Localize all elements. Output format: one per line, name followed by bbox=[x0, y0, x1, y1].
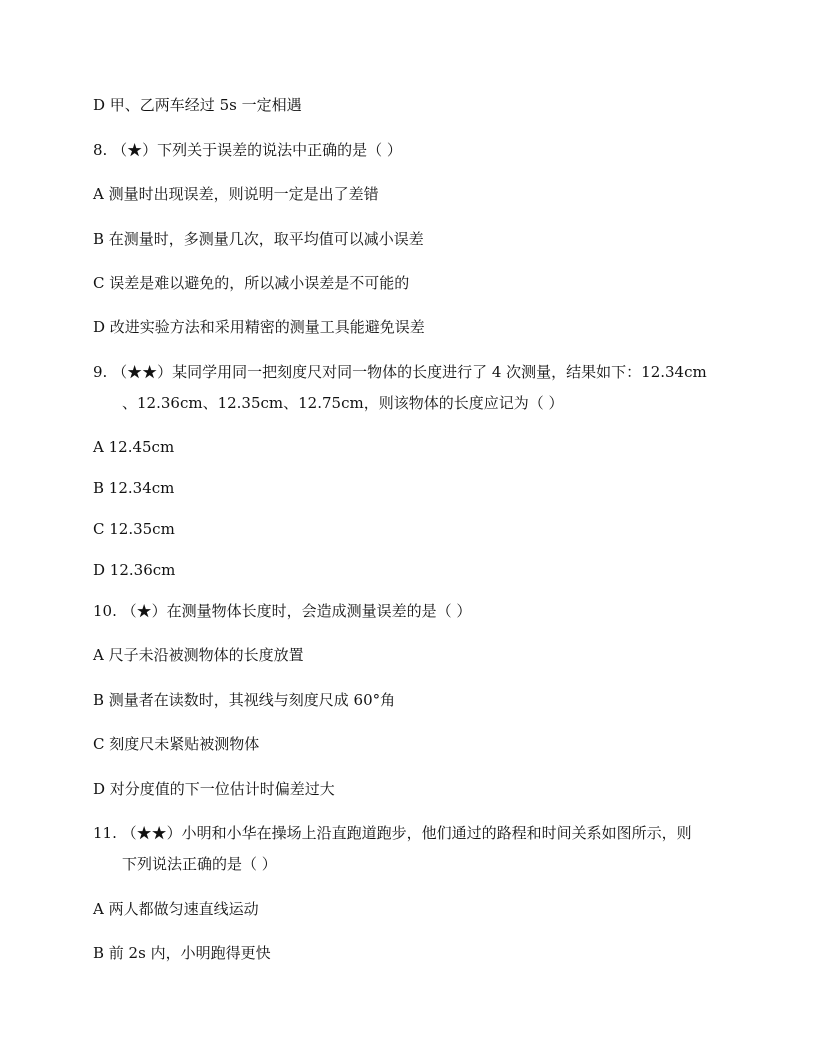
question-11-line-2: 下列说法正确的是（ ） bbox=[122, 855, 277, 873]
option-q11-a: A 两人都做匀速直线运动 bbox=[93, 900, 259, 918]
option-q10-b: B 测量者在读数时，其视线与刻度尺成 60°角 bbox=[93, 691, 396, 709]
option-q7-d: D 甲、乙两车经过 5s 一定相遇 bbox=[93, 96, 302, 114]
option-q8-b: B 在测量时，多测量几次，取平均值可以减小误差 bbox=[93, 230, 424, 248]
option-q10-c: C 刻度尺未紧贴被测物体 bbox=[93, 735, 260, 753]
question-9-line-1: 9. （★★）某同学用同一把刻度尺对同一物体的长度进行了 4 次测量，结果如下：12.34cm bbox=[93, 363, 707, 381]
option-q8-d: D 改进实验方法和采用精密的测量工具能避免误差 bbox=[93, 318, 425, 336]
option-q9-a: A 12.45cm bbox=[93, 438, 175, 456]
option-q10-d: D 对分度值的下一位估计时偏差过大 bbox=[93, 780, 335, 798]
option-q8-c: C 误差是难以避免的，所以减小误差是不可能的 bbox=[93, 274, 410, 292]
question-9-line-2: 、12.36cm、12.35cm、12.75cm，则该物体的长度应记为（ ） bbox=[122, 394, 564, 412]
question-8: 8. （★）下列关于误差的说法中正确的是（ ） bbox=[93, 141, 402, 159]
question-11-line-1: 11. （★★）小明和小华在操场上沿直跑道跑步，他们通过的路程和时间关系如图所示，则 bbox=[93, 824, 692, 842]
option-q9-b: B 12.34cm bbox=[93, 479, 175, 497]
option-q9-d: D 12.36cm bbox=[93, 561, 176, 579]
option-q8-a: A 测量时出现误差，则说明一定是出了差错 bbox=[93, 185, 379, 203]
option-q9-c: C 12.35cm bbox=[93, 520, 175, 538]
question-10: 10. （★）在测量物体长度时，会造成测量误差的是（ ） bbox=[93, 602, 472, 620]
option-q10-a: A 尺子未沿被测物体的长度放置 bbox=[93, 646, 304, 664]
option-q11-b: B 前 2s 内，小明跑得更快 bbox=[93, 944, 271, 962]
